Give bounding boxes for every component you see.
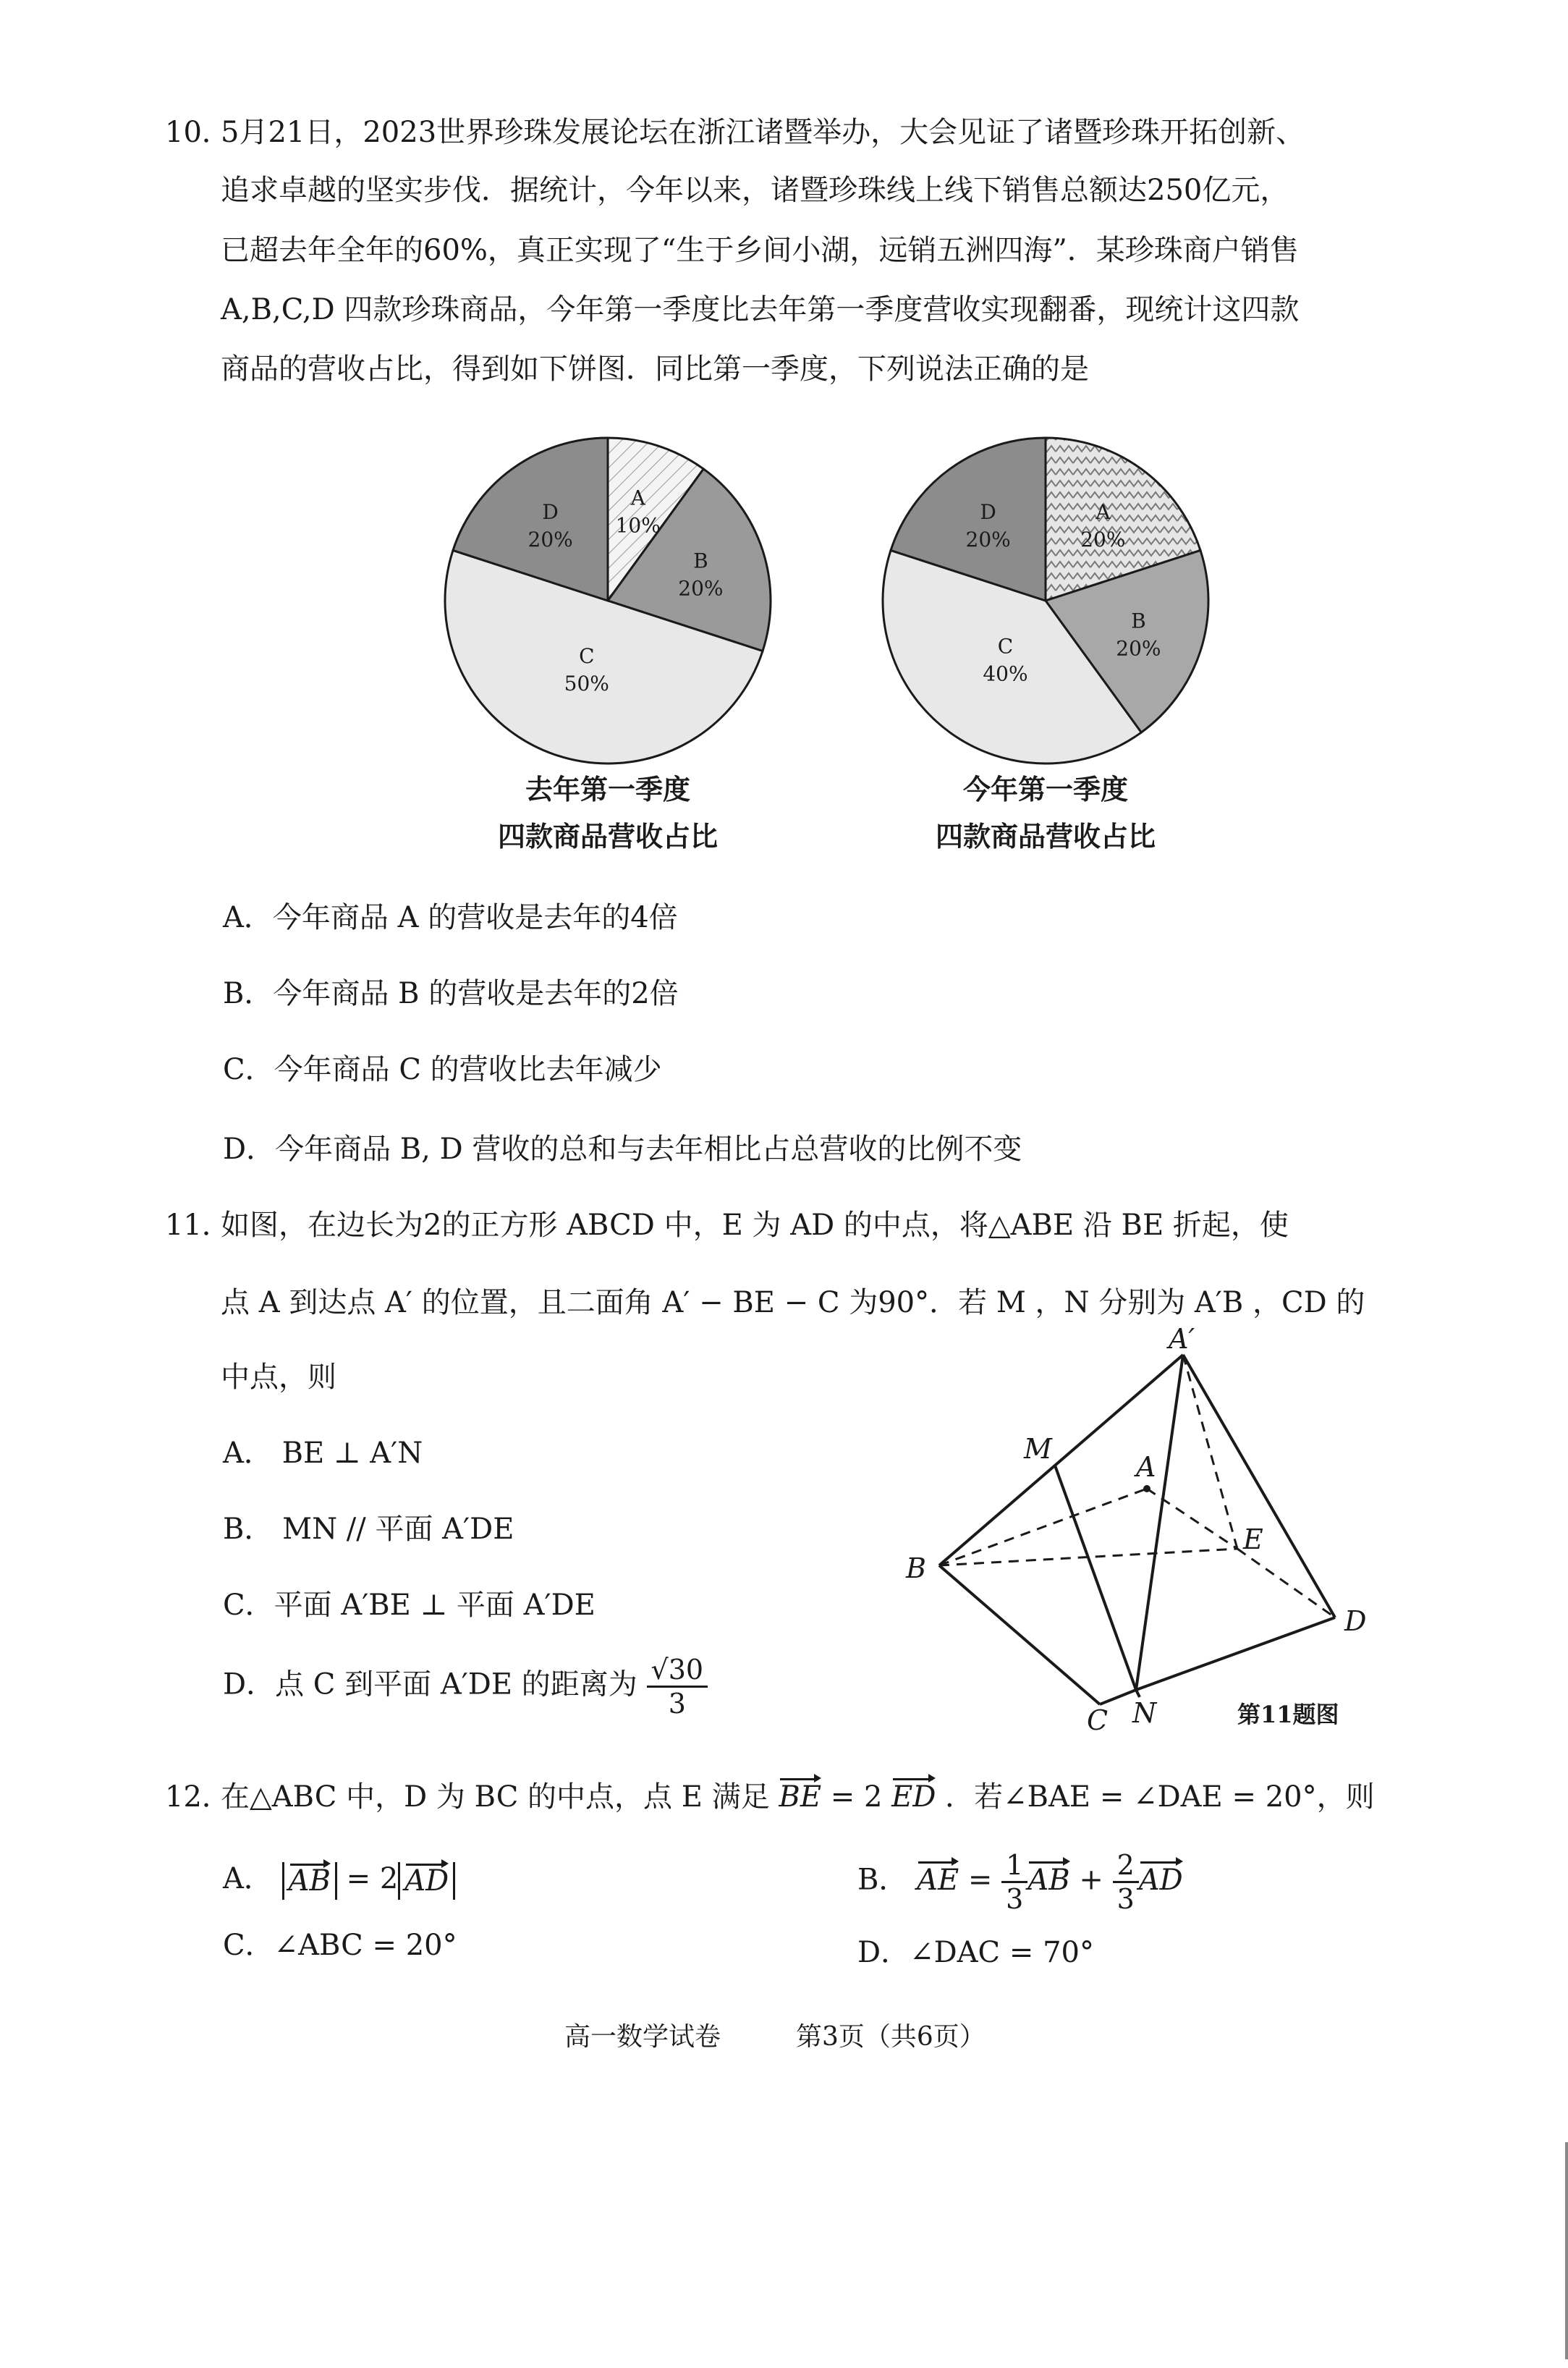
pie-slice-value-d: 20% [527, 527, 573, 551]
figure-caption: 第11题图 [1237, 1701, 1339, 1728]
question-11-option-b: B． MN // 平面 A′DE [223, 1513, 514, 1546]
pie-chart-this-year [865, 420, 1226, 782]
pie-slice-label-d: D [542, 499, 559, 524]
figure-label-c: C [1087, 1704, 1109, 1733]
question-12-stem [221, 1777, 1375, 1817]
question-10-line-4: A,B,C,D 四款珍珠商品，今年第一季度比去年第一季度营收实现翻番，现统计这四款 [221, 293, 1300, 326]
figure-label-n: N [1132, 1697, 1157, 1729]
option-b-plus: + [1069, 1863, 1113, 1897]
vector-be: BE [779, 1777, 821, 1817]
fraction-one-third [1001, 1849, 1027, 1915]
abs-ad [398, 1862, 455, 1900]
question-11-option-a: A． BE ⊥ A′N [223, 1437, 423, 1470]
pie-slice-label-c: C [579, 643, 595, 668]
fraction-numerator: √30 [647, 1654, 708, 1688]
option-b-prefix: B． [857, 1863, 908, 1897]
question-10-number: 10． [165, 116, 231, 149]
figure-label-a: A [1136, 1451, 1156, 1483]
vector-ab-b: AB [1027, 1860, 1069, 1900]
question-11-line-3: 中点，则 [221, 1361, 336, 1394]
question-11-option-d [223, 1654, 708, 1720]
vector-ab: AB [289, 1862, 331, 1900]
fraction-two-thirds [1113, 1849, 1139, 1915]
vector-ed: ED [891, 1777, 936, 1817]
fraction-denominator: 3 [1006, 1883, 1024, 1915]
question-10-line-2: 追求卓越的坚实步伐．据统计，今年以来，诸暨珍珠线上线下销售总额达250亿元， [221, 174, 1289, 207]
fraction-numerator: 1 [1001, 1849, 1027, 1883]
pie-slice-value-a: 10% [615, 513, 661, 538]
question-12-option-d: D．∠DAC = 70° [857, 1936, 1094, 1969]
question-10-option-c: C．今年商品 C 的营收比去年减少 [223, 1053, 662, 1086]
figure-label-b: B [906, 1552, 926, 1584]
option-b-eq: = [959, 1863, 1002, 1897]
question-10-option-d: D．今年商品 B, D 营收的总和与去年相比占总营收的比例不变 [223, 1133, 1022, 1166]
footer-page: 第3页（共6页） [796, 2022, 986, 2052]
question-11-line-2: 点 A 到达点 A′ 的位置，且二面角 A′ − BE − C 为90°．若 M ，N 分别为 A′B ，CD 的 [221, 1286, 1365, 1319]
pie-slice-label-b: B [693, 549, 708, 573]
pie-caption-last-year-title: 去年第一季度 [525, 773, 690, 805]
question-11-number: 11． [165, 1209, 231, 1242]
question-10-line-5: 商品的营收占比，得到如下饼图．同比第一季度，下列说法正确的是 [221, 352, 1089, 386]
question-11-option-d-fraction [647, 1654, 708, 1720]
question-11-line-1: 如图，在边长为2的正方形 ABCD 中，E 为 AD 的中点，将△ABE 沿 BE 折起，使 [221, 1209, 1289, 1242]
question-12-stem-a: 在△ABC 中，D 为 BC 的中点，点 E 满足 [221, 1780, 770, 1814]
question-10-line-1: 5月21日，2023世界珍珠发展论坛在浙江诸暨举办，大会见证了诸暨珍珠开拓创新、 [221, 116, 1305, 149]
question-12-option-a [223, 1859, 455, 1900]
figure-label-d: D [1344, 1605, 1367, 1637]
pie-slice-label-c: C [997, 634, 1014, 659]
question-12-stem-b: ．若∠BAE = ∠DAE = 20°，则 [945, 1780, 1375, 1814]
footer-subject: 高一数学试卷 [564, 2022, 721, 2052]
pie-slice-label-a: A [630, 486, 645, 510]
fraction-denominator: 3 [1116, 1883, 1135, 1915]
question-12-option-c: C．∠ABC = 20° [223, 1929, 457, 1962]
pie-slice-value-c: 50% [564, 671, 609, 695]
pie-caption-this-year-title: 今年第一季度 [962, 773, 1128, 805]
pie-chart-last-year [427, 420, 789, 782]
question-12-option-b [857, 1849, 1183, 1915]
pie-caption-this-year-subtitle: 四款商品营收占比 [935, 820, 1156, 853]
pie-slice-label-a: A [1096, 499, 1111, 524]
question-12-eq-two: = 2 [830, 1780, 883, 1814]
question-10-option-b: B．今年商品 B 的营收是去年的2倍 [223, 977, 679, 1010]
question-10-option-a: A．今年商品 A 的营收是去年的4倍 [223, 901, 678, 934]
vector-ad-b: AD [1139, 1860, 1183, 1900]
pie-slice-value-b: 20% [1116, 636, 1161, 661]
question-12-number: 12． [165, 1780, 231, 1814]
figure-label-m: M [1024, 1433, 1052, 1465]
pie-slice-label-b: B [1131, 609, 1146, 633]
pie-slice-value-b: 20% [678, 576, 724, 601]
vector-ad: AD [404, 1862, 449, 1900]
pie-slice-value-c: 40% [983, 661, 1028, 686]
question-11-option-c: C．平面 A′BE ⊥ 平面 A′DE [223, 1589, 596, 1622]
pie-slice-value-d: 20% [965, 527, 1011, 551]
question-11-option-d-text: D．点 C 到平面 A′DE 的距离为 [223, 1667, 637, 1701]
figure-label-e: E [1243, 1523, 1263, 1555]
option-a-prefix: A． [223, 1862, 273, 1895]
fraction-numerator: 2 [1113, 1849, 1139, 1883]
abs-ab [282, 1862, 337, 1900]
option-a-eq: = 2 [336, 1862, 399, 1895]
figure-label-a-prime: A′ [1169, 1328, 1195, 1355]
point-a-dot [1143, 1485, 1150, 1492]
question-11-figure [897, 1328, 1418, 1733]
pie-caption-last-year-subtitle: 四款商品营收占比 [497, 820, 718, 853]
question-10-line-3: 已超去年全年的60%，真正实现了“生于乡间小湖，远销五洲四海”．某珍珠商户销售 [221, 234, 1299, 267]
scan-edge-mark [1565, 2142, 1568, 2359]
fraction-denominator: 3 [668, 1688, 686, 1720]
pie-slice-label-d: D [980, 499, 996, 524]
pie-slice-value-a: 20% [1080, 527, 1126, 551]
vector-ae: AE [917, 1860, 959, 1900]
